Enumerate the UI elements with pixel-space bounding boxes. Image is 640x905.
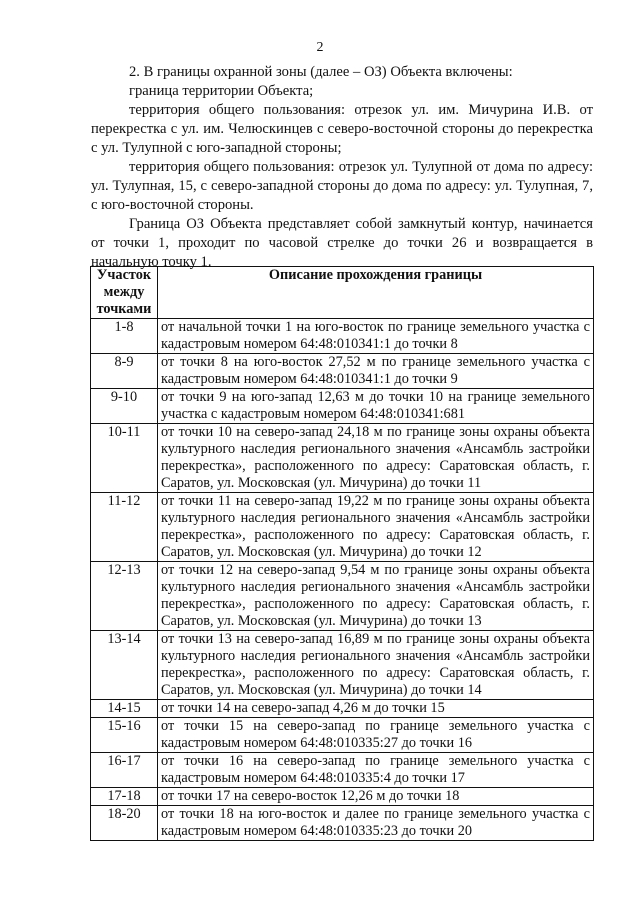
segment-cell: 11-12 (91, 493, 158, 562)
segment-cell: 9-10 (91, 389, 158, 424)
body-text (91, 63, 593, 272)
segment-cell: 10-11 (91, 424, 158, 493)
boundary-description-table (90, 266, 594, 841)
segment-cell: 15-16 (91, 718, 158, 753)
description-cell: от точки 12 на северо-запад 9,54 м по границе зоны охраны объекта культурного наследия регионального значения «Ансамбль застройки перекрестка», расположенного по адресу: Саратовская область, г. Саратов, ул. Московская (ул. Мичурина) до точки 13 (158, 562, 594, 631)
table-row (91, 319, 594, 354)
segment-cell: 1-8 (91, 319, 158, 354)
paragraph-tulupnaya-street-segment: территория общего пользования: отрезок ул. Тулупной от дома по адресу: ул. Тулупная, 15, с северо-западной стороны до дома по адресу: ул. Тулупная, 7, с юго-восточной стороны. (91, 159, 593, 213)
description-cell: от точки 14 на северо-запад 4,26 м до точки 15 (158, 700, 594, 718)
paragraph-object-territory: граница территории Объекта; (129, 83, 314, 99)
description-cell: от точки 15 на северо-запад по границе земельного участка с кадастровым номером 64:48:010335:27 до точки 16 (158, 718, 594, 753)
table-row (91, 354, 594, 389)
description-cell: от начальной точки 1 на юго-восток по границе земельного участка с кадастровым номером 64:48:010341:1 до точки 8 (158, 319, 594, 354)
table-header-row (91, 267, 594, 319)
page-number: 2 (316, 40, 324, 55)
header-segment: Участок между точками (91, 267, 158, 319)
description-cell: от точки 18 на юго-восток и далее по границе земельного участка с кадастровым номером 64:48:010335:23 до точки 20 (158, 806, 594, 841)
segment-cell: 17-18 (91, 788, 158, 806)
paragraph-michurina-street-segment: территория общего пользования: отрезок ул. им. Мичурина И.В. от перекрестка с ул. им. Челюскинцев с северо-восточной стороны до перекрестка с ул. Тулупной с юго-западной стороны; (91, 102, 593, 156)
table-row (91, 753, 594, 788)
table-row (91, 806, 594, 841)
header-description: Описание прохождения границы (158, 267, 594, 319)
description-cell: от точки 9 на юго-запад 12,63 м до точки 10 на границе земельного участка с кадастровым номером 64:48:010341:681 (158, 389, 594, 424)
table-row (91, 700, 594, 718)
table-row (91, 389, 594, 424)
table-row (91, 562, 594, 631)
description-cell: от точки 17 на северо-восток 12,26 м до точки 18 (158, 788, 594, 806)
table-row (91, 424, 594, 493)
description-cell: от точки 13 на северо-запад 16,89 м по границе зоны охраны объекта культурного наследия регионального значения «Ансамбль застройки перекрестка», расположенного по адресу: Саратовская область, г. Саратов, ул. Московская (ул. Мичурина) до точки 14 (158, 631, 594, 700)
segment-cell: 18-20 (91, 806, 158, 841)
table-row (91, 493, 594, 562)
segment-cell: 12-13 (91, 562, 158, 631)
segment-cell: 14-15 (91, 700, 158, 718)
segment-cell: 13-14 (91, 631, 158, 700)
paragraph-boundary-contour: Граница ОЗ Объекта представляет собой замкнутый контур, начинается от точки 1, проходит по часовой стрелке до точки 26 и возвращается в начальную точку 1. (91, 216, 593, 270)
description-cell: от точки 8 на юго-восток 27,52 м по границе земельного участка с кадастровым номером 64:48:010341:1 до точки 9 (158, 354, 594, 389)
table-row (91, 631, 594, 700)
paragraph-protection-zone-intro: 2. В границы охранной зоны (далее – ОЗ) Объекта включены: (129, 64, 513, 80)
table-row (91, 788, 594, 806)
description-cell: от точки 10 на северо-запад 24,18 м по границе зоны охраны объекта культурного наследия регионального значения «Ансамбль застройки перекрестка», расположенного по адресу: Саратовская область, г. Саратов, ул. Московская (ул. Мичурина) до точки 11 (158, 424, 594, 493)
segment-cell: 8-9 (91, 354, 158, 389)
description-cell: от точки 16 на северо-запад по границе земельного участка с кадастровым номером 64:48:010335:4 до точки 17 (158, 753, 594, 788)
table-row (91, 718, 594, 753)
description-cell: от точки 11 на северо-запад 19,22 м по границе зоны охраны объекта культурного наследия регионального значения «Ансамбль застройки перекрестка», расположенного по адресу: Саратовская область, г. Саратов, ул. Московская (ул. Мичурина) до точки 12 (158, 493, 594, 562)
segment-cell: 16-17 (91, 753, 158, 788)
